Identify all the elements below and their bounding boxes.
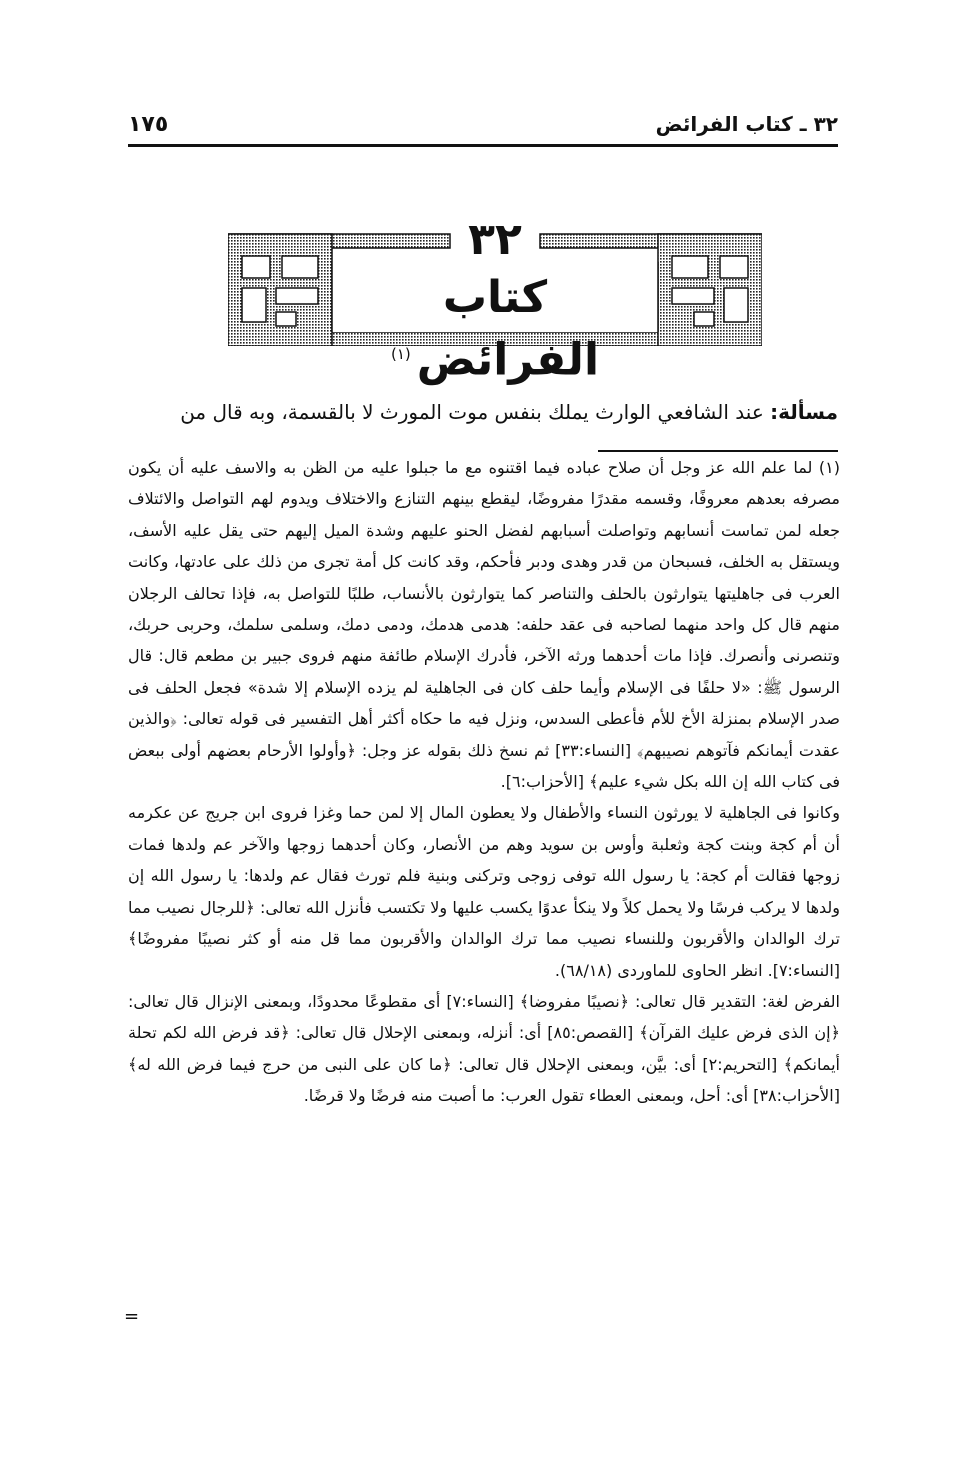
footnote-paragraph: (١) لما علم الله عز وجل أن صلاح عباده فيما اقتنوه مع ما جبلوا عليه من الظن به والاسف عليه أن يكون مصرفه بعدهم معروفًا، وقسمه مقدرًا مفروضًا، ليقطع بينهم التنازع والاختلاف ويدوم لهم التواصل والائتلاف جعله لمن تماست أنسابهم وتواصلت أسبابهم لفضل الحنو عليهم وشدة الميل إليهم حتى يقل عليه الأسف، ويستقل به الخلف، فسبحان من قدر وهدى ودبر فأحكم، وقد كانت كل أمة تجرى من ذلك على عادتها، وكانت العرب فى جاهليتها يتوارثون بالحلف والتناصر كما يتوارثون بالأنساب، طلبًا للتواصل به، فإذا تحالف الرجلان منهم قال كل واحد منهما لصاحبه فى عقد حلفه: هدمى هدمك، ودمى دمك، وسلمى سلمك، وحربى حربك، وتنصرنى وأنصرك. فإذا مات أحدهما ورثه الآخر، فأدرك الإسلام طائفة منهم فروى جبير بن مطعم قال: قال الرسول ﷺ: «لا حلفًا فى الإسلام وأيما حلف كان فى الجاهلية لم يزده الإسلام إلا شدة» فجعل الحلف فى صدر الإسلام بمنزلة الأخ للأم فأعطى السدس، ونزل فيه ما حكاه أكثر أهل التفسير فى قوله تعالى: ﴿والذين عقدت أيمانكم فآتوهم نصيبهم﴾ [النساء:٣٣] ثم نسخ ذلك بقوله عز وجل: ﴿وأولوا الأرحام بعضهم أولى ببعض فى كتاب الله إن الله بكل شيء عليم﴾ [الأحزاب:٦]. (128, 458, 840, 792)
chapter-title (346, 270, 644, 389)
intro-keyword: مسألة: (770, 400, 838, 424)
running-title: ٣٢ ـ كتاب الفرائض (655, 112, 838, 136)
chapter-banner (228, 214, 762, 386)
footnote-paragraph: الفرض لغة: التقدير قال تعالى: ﴿نصيبًا مفروضا﴾ [النساء:٧] أى مقطوعًا محدودًا، وبمعنى الإنزال قال تعالى: ﴿إن الذى فرض عليك القرآن﴾ [القصص:٨٥] أى: أنزله، وبمعنى الإحلال قال تعالى: ﴿قد فرض الله لكم تحلة أيمانكم﴾ [التحريم:٢] أى: بيَّن، وبمعنى الإحلال قال تعالى: ﴿ما كان على النبى من حرج فيما فرض الله له﴾ [الأحزاب:٣٨] أى: أحل، وبمعنى العطاء تقول العرب: ما أصبت منه فرضًا ولا قرضًا. (128, 991, 841, 1106)
intro-text: عند الشافعي الوارث يملك بنفس موت المورث لا بالقسمة، وبه قال من (180, 400, 771, 424)
continuation-mark: = (124, 1306, 140, 1327)
footnotes (128, 452, 840, 1112)
chapter-title-text: كتاب الفرائض (416, 272, 600, 386)
running-header (128, 112, 838, 147)
footnote-paragraph: وكانوا فى الجاهلية لا يورثون النساء والأطفال ولا يعطون المال إلا لمن حما وغزا فروى ابن جريج عن عكرمه أن أم كجة وبنت كجة وثعلبة وأوس بن سويد وهم من الأنصار، وكان أحدهما زوجها والآخر عم ولدها فمات زوجها فقالت أم كجة: يا رسول الله توفى زوجى وتركنى وبنية فلم تورث فقال عم ولدها: يا رسول الله إن ولدها لا يركب فرسًا ولا يحمل كلاً ولا ينكأ عدوًا يكسب عليها ولا تكتسب فأنزل الله تعالى: ﴿للرجال نصيب مما ترك الوالدان والأقربون وللنساء نصيب مما ترك الوالدان والأقربون مما قل منه أو كثر نصيبًا مفروضًا﴾ [النساء:٧]. انظر الحاوى للماوردى (٦٨/١٨). (128, 803, 840, 980)
page-number: ١٧٥ (128, 112, 169, 137)
chapter-number: ٣٢ (468, 214, 522, 265)
footnote-ref: (١) (390, 345, 411, 363)
intro-paragraph (128, 392, 838, 432)
